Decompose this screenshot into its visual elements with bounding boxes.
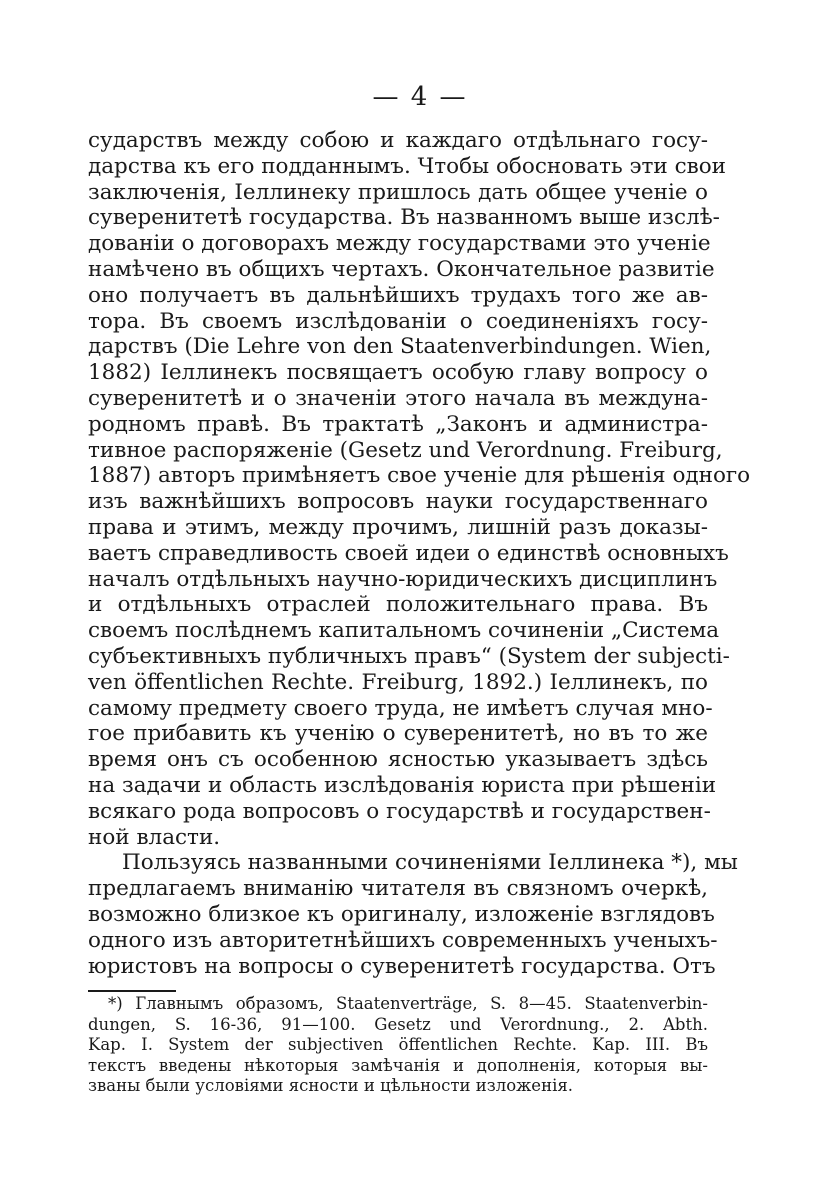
- text-line: и отдѣльныхъ отраслей положительнаго права. Въ: [88, 592, 708, 618]
- footnote-line: званы были условіями ясности и цѣльности изложенія.: [88, 1076, 573, 1095]
- text-line: дарствъ (Die Lehre von den Staatenverbindungen. Wien,: [88, 334, 712, 360]
- text-line: ной власти.: [88, 824, 221, 850]
- text-line: одного изъ авторитетнѣйшихъ современныхъ ученыхъ-: [88, 927, 718, 953]
- footnote-line: текстъ введены нѣкоторыя замѣчанія и дополненія, которыя вы-: [88, 1055, 708, 1075]
- text-line: тивное распоряженіе (Gesetz und Verordnung. Freiburg,: [88, 437, 723, 463]
- text-line: заключенія, Іеллинеку пришлось дать общее ученіе о: [88, 179, 708, 205]
- text-line: сударствъ между собою и каждаго отдѣльнаго госу-: [88, 128, 708, 153]
- footnote-divider: [88, 990, 176, 992]
- text-line: 1887) авторъ примѣняетъ свое ученіе для рѣшенія одного: [88, 463, 751, 489]
- text-line: права и этимъ, между прочимъ, лишній разъ доказы-: [88, 514, 708, 540]
- text-line: самому предмету своего труда, не имѣетъ случая мно-: [88, 695, 713, 721]
- text-line: дованіи о договорахъ между государствами это ученіе: [88, 231, 711, 257]
- footnote-line: *) Главнымъ образомъ, Staatenverträge, S. 8—45. Staatenverbin-: [108, 994, 708, 1013]
- text-line: суверенитетѣ государства. Въ названномъ выше изслѣ-: [88, 205, 720, 231]
- text-line: гое прибавить къ ученію о суверенитетѣ, но въ то же: [88, 721, 708, 747]
- footnote-block: [88, 994, 708, 1097]
- text-line: началъ отдѣльныхъ научно-юридическихъ дисциплинъ: [88, 566, 718, 592]
- text-line: оно получаетъ въ дальнѣйшихъ трудахъ того же ав-: [88, 282, 708, 308]
- text-line: изъ важнѣйшихъ вопросовъ науки государственнаго: [88, 489, 708, 515]
- text-line: возможно близкое къ оригиналу, изложеніе взглядовъ: [88, 901, 715, 927]
- text-line: время онъ съ особенною ясностью указываетъ здѣсь: [88, 747, 708, 773]
- text-line: Пользуясь названными сочиненіями Іеллинека *), мы: [122, 850, 738, 876]
- text-line: предлагаемъ вниманію читателя въ связномъ очеркѣ,: [88, 876, 708, 902]
- text-line: на задачи и область изслѣдованія юриста при рѣшеніи: [88, 772, 717, 798]
- main-text: [88, 128, 751, 979]
- footnote-line: Kap. I. System der subjectiven öffentlichen Rechte. Kap. III. Въ: [88, 1035, 708, 1054]
- text-line: всякаго рода вопросовъ о государствѣ и государствен-: [88, 798, 711, 824]
- text-line: ven öffentlichen Rechte. Freiburg, 1892.) Іеллинекъ, по: [88, 669, 708, 695]
- text-line: своемъ послѣднемъ капитальномъ сочиненіи „Система: [88, 618, 720, 644]
- text-line: тора. Въ своемъ изслѣдованіи о соединеніяхъ госу-: [88, 308, 708, 334]
- text-line: дарства къ его подданнымъ. Чтобы обосновать эти свои: [88, 153, 727, 179]
- page-number: — 4 —: [372, 82, 468, 112]
- text-line: 1882) Іеллинекъ посвящаетъ особую главу вопросу о: [88, 360, 708, 386]
- text-line: ваетъ справедливость своей идеи о единствѣ основныхъ: [88, 540, 729, 566]
- text-line: субъективныхъ публичныхъ правъ“ (System der subjecti-: [88, 643, 730, 669]
- text-line: юристовъ на вопросы о суверенитетѣ государства. Отъ: [88, 953, 716, 979]
- text-line: родномъ правѣ. Въ трактатѣ „Законъ и администра-: [88, 411, 708, 437]
- text-line: намѣчено въ общихъ чертахъ. Окончательное развитіе: [88, 256, 715, 282]
- footnote-line: dungen, S. 16-36, 91—100. Gesetz und Verordnung., 2. Abth.: [88, 1014, 708, 1034]
- text-line: суверенитетѣ и о значеніи этого начала въ междуна-: [88, 385, 708, 411]
